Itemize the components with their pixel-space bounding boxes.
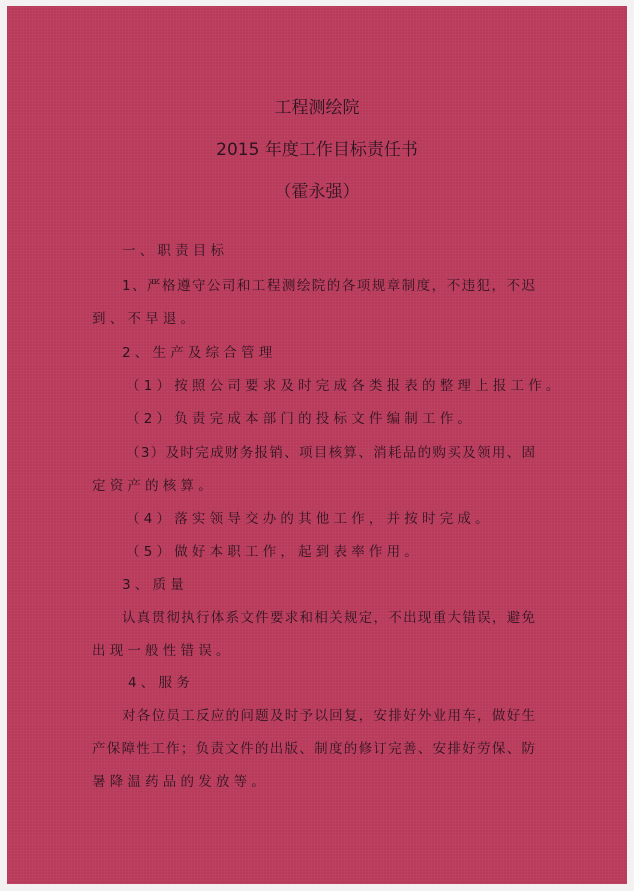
- text-line: （3）及时完成财务报销、项目核算、消耗品的购买及领用、固: [126, 445, 535, 461]
- text-line: 到、不早退。: [92, 311, 199, 327]
- text-line: 1、严格遵守公司和工程测绘院的各项规章制度，不违犯，不迟: [122, 278, 535, 294]
- document-title: 2015 年度工作目标责任书: [216, 140, 418, 160]
- text-line: 对各位员工反应的问题及时予以回复，安排好外业用车，做好生: [122, 708, 535, 724]
- text-line: （1）按照公司要求及时完成各类报表的整理上报工作。: [126, 378, 564, 394]
- text-line: 产保障性工作；负责文件的出版、制度的修订完善、安排好劳保、防: [92, 741, 535, 757]
- person-name: （霍永强）: [274, 182, 360, 202]
- section-heading: 一、职责目标: [122, 243, 229, 259]
- text-line: （2）负责完成本部门的投标文件编制工作。: [126, 411, 476, 427]
- text-line: 定资产的核算。: [92, 478, 216, 494]
- text-line: 认真贯彻执行体系文件要求和相关规定，不出现重大错误，避免: [122, 610, 535, 626]
- section-heading: 4、服务: [128, 675, 194, 691]
- section-heading: 3、质量: [122, 577, 188, 593]
- text-line: （4）落实领导交办的其他工作，并按时完成。: [126, 511, 493, 527]
- text-line: 出现一般性错误。: [92, 643, 234, 659]
- section-heading: 2、生产及综合管理: [122, 345, 277, 361]
- org-title: 工程测绘院: [274, 98, 360, 118]
- text-line: （5）做好本职工作，起到表率作用。: [126, 544, 422, 560]
- text-line: 暑降温药品的发放等。: [92, 774, 269, 790]
